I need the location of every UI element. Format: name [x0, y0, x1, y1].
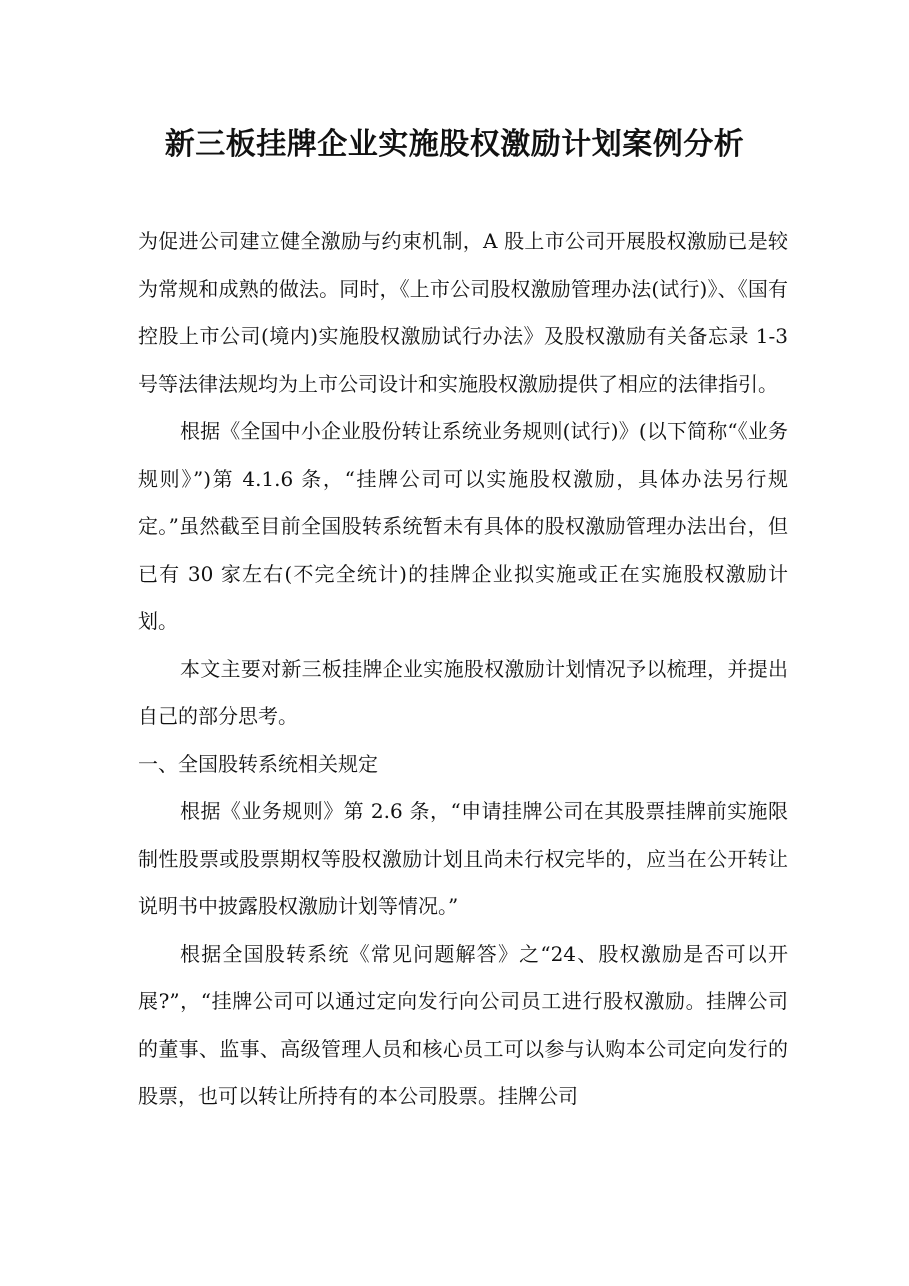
section-heading-1: 一、全国股转系统相关规定 — [138, 751, 378, 776]
paragraph-intro: 为促进公司建立健全激励与约束机制，A 股上市公司开展股权激励已是较为常规和成熟的做法。同时，《上市公司股权激励管理办法(试行)》、《国有控股上市公司(境内)实施股权激励试行办法》及股权激励有关备忘录 1-3 号等法律法规均为上市公司设计和实施股权激励提供了相应的法律指引。 — [138, 229, 788, 396]
document-body — [138, 218, 788, 1121]
paragraph-business-rules: 根据《全国中小企业股份转让系统业务规则(试行)》(以下简称“《业务规则》”)第 4.1.6 条，“挂牌公司可以实施股权激励，具体办法另行规定。”虽然截至目前全国股转系统暂未有具体的股权激励管理办法出台，但已有 30 家左右(不完全统计)的挂牌企业拟实施或正在实施股权激励计划。 — [138, 419, 788, 633]
paragraph-rule-2-6: 根据《业务规则》第 2.6 条，“申请挂牌公司在其股票挂牌前实施限制性股票或股票期权等股权激励计划且尚未行权完毕的，应当在公开转让说明书中披露股权激励计划等情况。” — [138, 799, 788, 918]
document-title: 新三板挂牌企业实施股权激励计划案例分析 — [164, 127, 745, 162]
paragraph-faq-24: 根据全国股转系统《常见问题解答》之“24、股权激励是否可以开展?”，“挂牌公司可以通过定向发行向公司员工进行股权激励。挂牌公司的董事、监事、高级管理人员和核心员工可以参与认购本公司定向发行的股票，也可以转让所持有的本公司股票。挂牌公司 — [138, 941, 788, 1108]
paragraph-purpose: 本文主要对新三板挂牌企业实施股权激励计划情况予以梳理，并提出自己的部分思考。 — [138, 656, 788, 728]
